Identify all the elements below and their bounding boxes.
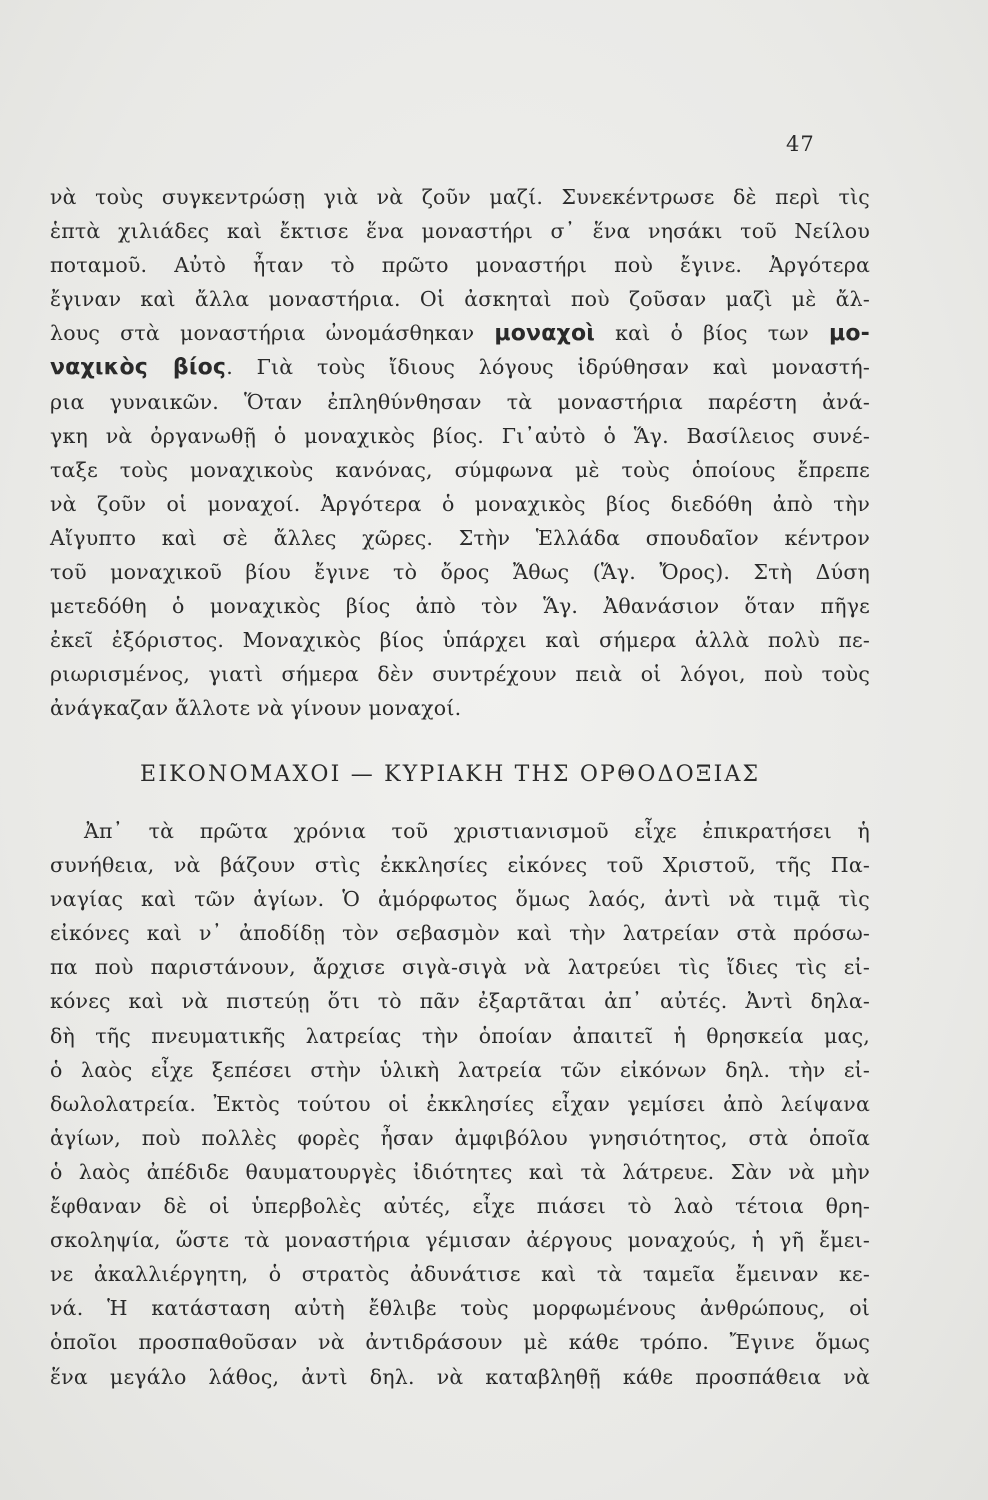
emphasized-term: μο- <box>828 321 870 347</box>
text-segment: . Γιὰ τοὺς ἴδιους λόγους ἱδρύθησαν καὶ μοναστή- <box>226 355 870 380</box>
text-line: συνήθεια, νὰ βάζουν στὶς ἐκκλησίες εἰκόνες τοῦ Χριστοῦ, τῆς Πα- <box>50 853 870 878</box>
text-line: ἑπτὰ χιλιάδες καὶ ἔκτισε ἕνα μοναστήρι σ᾿ ἕνα νησάκι τοῦ Νείλου <box>50 219 870 244</box>
text-line: νά. Ἡ κατάσταση αὐτὴ ἔθλιβε τοὺς μορφωμένους ἀνθρώπους, οἱ <box>50 1296 870 1321</box>
text-line: σκοληψία, ὥστε τὰ μοναστήρια γέμισαν ἀέργους μοναχούς, ἡ γῆ ἔμει- <box>50 1228 870 1253</box>
text-line: εἰκόνες καὶ ν᾿ ἀποδίδῃ τὸν σεβασμὸν καὶ τὴν λατρείαν στὰ πρόσω- <box>50 921 870 946</box>
text-line: ταξε τοὺς μοναχικοὺς κανόνας, σύμφωνα μὲ τοὺς ὁποίους ἔπρεπε <box>50 457 870 482</box>
text-line: ὁ λαὸς εἶχε ξεπέσει στὴν ὑλικὴ λατρεία τῶν εἰκόνων δηλ. τὴν εἰ- <box>50 1057 870 1082</box>
text-line: ἁγίων, ποὺ πολλὲς φορὲς ἦσαν ἀμφιβόλου γνησιότητος, στὰ ὁποῖα <box>50 1125 870 1150</box>
paragraph-monastic-life <box>50 180 870 726</box>
text-line: ἀνάγκαζαν ἄλλοτε νὰ γίνουν μοναχοί. <box>50 696 462 721</box>
emphasized-term: μοναχοὶ <box>494 321 596 347</box>
page-number: 47 <box>786 132 815 156</box>
text-line: δωλολατρεία. Ἐκτὸς τούτου οἱ ἐκκλησίες εἶχαν γεμίσει ἀπὸ λείψανα <box>50 1091 870 1116</box>
text-line: Αἴγυπτο καὶ σὲ ἄλλες χῶρες. Στὴν Ἑλλάδα σπουδαῖον κέντρον <box>50 525 870 550</box>
text-segment: καὶ ὁ βίος των <box>595 321 829 346</box>
text-line: ὁποῖοι προσπαθοῦσαν νὰ ἀντιδράσουν μὲ κάθε τρόπο. Ἔγινε ὅμως <box>50 1330 870 1355</box>
text-segment: λους στὰ μοναστήρια ὠνομάσθηκαν <box>50 321 495 346</box>
text-line: μετεδόθη ὁ μοναχικὸς βίος ἀπὸ τὸν Ἅγ. Ἀθανάσιον ὅταν πῆγε <box>50 594 870 619</box>
text-line: ὁ λαὸς ἀπέδιδε θαυματουργὲς ἰδιότητες καὶ τὰ λάτρευε. Σὰν νὰ μὴν <box>50 1159 870 1184</box>
text-line: δὴ τῆς πνευματικῆς λατρείας τὴν ὁποίαν ἀπαιτεῖ ἡ θρησκεία μας, <box>50 1023 870 1048</box>
text-line: ποταμοῦ. Αὐτὸ ἦταν τὸ πρῶτο μοναστήρι ποὺ ἔγινε. Ἀργότερα <box>50 253 870 278</box>
text-line: νὰ ζοῦν οἱ μοναχοί. Ἀργότερα ὁ μοναχικὸς βίος διεδόθη ἀπὸ τὴν <box>50 491 870 516</box>
paragraph-iconoclasts <box>50 814 870 1394</box>
section-heading: ΕΙΚΟΝΟΜΑΧΟΙ — ΚΥΡΙΑΚΗ ΤΗΣ ΟΡΘΟΔΟΞΙΑΣ <box>140 762 761 787</box>
text-line <box>50 350 870 384</box>
text-line <box>50 316 870 350</box>
text-line: κόνες καὶ νὰ πιστεύῃ ὅτι τὸ πᾶν ἐξαρτᾶται ἀπ᾿ αὐτές. Ἀντὶ δηλα- <box>50 989 870 1014</box>
text-line: ἕνα μεγάλο λάθος, ἀντὶ δηλ. νὰ καταβληθῇ κάθε προσπάθεια νὰ <box>50 1364 870 1389</box>
text-line: γκη νὰ ὀργανωθῇ ὁ μοναχικὸς βίος. Γι᾿αὐτὸ ὁ Ἅγ. Βασίλειος συνέ- <box>50 423 870 448</box>
text-line: τοῦ μοναχικοῦ βίου ἔγινε τὸ ὄρος Ἄθως (Ἅγ. Ὄρος). Στὴ Δύση <box>50 560 870 585</box>
text-line: ριωρισμένος, γιατὶ σήμερα δὲν συντρέχουν πειὰ οἱ λόγοι, ποὺ τοὺς <box>50 662 870 687</box>
text-line: νὰ τοὺς συγκεντρώσῃ γιὰ νὰ ζοῦν μαζί. Συνεκέντρωσε δὲ περὶ τὶς <box>50 185 870 209</box>
text-line: ναγίας καὶ τῶν ἁγίων. Ὁ ἀμόρφωτος ὅμως λαός, ἀντὶ νὰ τιμᾷ τὶς <box>50 887 870 912</box>
text-line: ἐκεῖ ἐξόριστος. Μοναχικὸς βίος ὑπάρχει καὶ σήμερα ἀλλὰ πολὺ πε- <box>50 628 870 653</box>
text-line: Ἀπ᾿ τὰ πρῶτα χρόνια τοῦ χριστιανισμοῦ εἶχε ἐπικρατήσει ἡ <box>84 819 870 843</box>
text-line: νε ἀκαλλιέργητη, ὁ στρατὸς ἀδυνάτισε καὶ τὰ ταμεῖα ἔμειναν κε- <box>50 1262 870 1287</box>
text-line: ἔφθαναν δὲ οἱ ὑπερβολὲς αὐτές, εἶχε πιάσει τὸ λαὸ τέτοια θρη- <box>50 1194 870 1219</box>
text-line: ἔγιναν καὶ ἄλλα μοναστήρια. Οἱ ἀσκηταὶ ποὺ ζοῦσαν μαζὶ μὲ ἄλ- <box>50 287 870 312</box>
text-line: ρια γυναικῶν. Ὅταν ἐπληθύνθησαν τὰ μοναστήρια παρέστη ἀνά- <box>50 389 870 414</box>
text-line: πα ποὺ παριστάνουν, ἄρχισε σιγὰ-σιγὰ νὰ λατρεύει τὶς ἴδιες τὶς εἰ- <box>50 955 870 980</box>
emphasized-term: ναχικὸς βίος <box>50 355 227 381</box>
